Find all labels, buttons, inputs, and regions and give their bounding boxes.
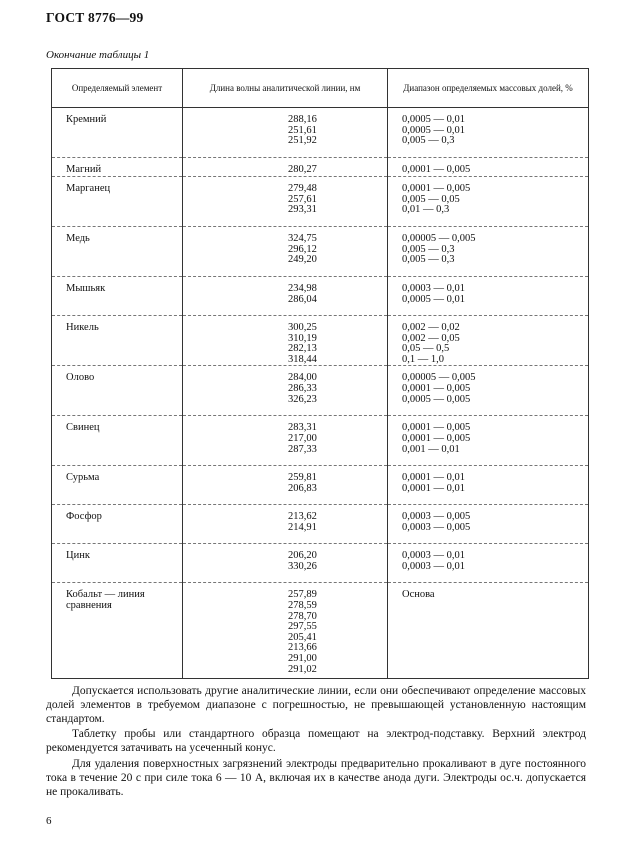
range-value: 0,0005 — 0,01 <box>402 293 465 305</box>
table-row <box>52 316 589 366</box>
table-row <box>52 158 589 177</box>
wavelength-value: 214,91 <box>288 521 317 533</box>
range-cell <box>388 158 589 177</box>
wavelength-value: 284,00 <box>288 372 317 384</box>
range-value: 0,0001 — 0,01 <box>402 482 465 494</box>
document-code: ГОСТ 8776—99 <box>46 10 144 25</box>
range-cell <box>388 583 589 679</box>
wavelength-cell <box>183 544 388 583</box>
range-value: 0,001 — 0,01 <box>402 443 460 455</box>
wavelength-value: 206,83 <box>288 482 317 494</box>
table-row <box>52 227 589 277</box>
range-cell <box>388 316 589 366</box>
wavelength-value: 324,75 <box>288 233 317 244</box>
wavelength-value: 296,12 <box>288 243 317 255</box>
wavelength-cell <box>183 416 388 466</box>
range-value: 0,0001 — 0,005 <box>402 183 471 194</box>
range-cell <box>388 505 589 544</box>
wavelength-value: 249,20 <box>288 254 317 266</box>
wavelength-value: 280,27 <box>288 164 317 175</box>
wavelength-value: 279,48 <box>288 183 317 194</box>
range-value: 0,0003 — 0,005 <box>402 511 471 523</box>
table-row <box>52 466 589 505</box>
range-value: 0,005 — 0,3 <box>402 254 455 266</box>
wavelength-value: 286,04 <box>288 293 317 305</box>
range-value: 0,0001 — 0,01 <box>402 472 465 484</box>
element-name: Сурьма <box>52 466 183 505</box>
column-header-wavelength: Длина волны аналитической линии, нм <box>183 69 388 108</box>
table-row <box>52 277 589 316</box>
table-header-row <box>52 69 589 108</box>
range-value: 0,002 — 0,05 <box>402 332 460 344</box>
wavelength-cell <box>183 316 388 366</box>
table-row <box>52 366 589 416</box>
range-cell <box>388 108 589 158</box>
range-cell <box>388 227 589 277</box>
wavelength-value: 282,13 <box>288 343 317 355</box>
range-value: 0,05 — 0,5 <box>402 343 450 355</box>
wavelength-cell <box>183 583 388 679</box>
table-row <box>52 583 589 679</box>
paragraph-electrode-cleaning: Для удаления поверхностных загрязнений электроды предварительно прокаливают в дуге постоянного тока в течение 20 с при силе тока 6 — 10 А, включая их в качестве анода дуги. Электроды ос.ч. допускается не прокаливать. <box>46 758 586 798</box>
wavelength-cell <box>183 177 388 227</box>
range-value: 0,0001 — 0,005 <box>402 164 471 175</box>
wavelength-value: 291,02 <box>288 663 317 675</box>
wavelength-value: 286,33 <box>288 382 317 394</box>
range-value: Основа <box>402 589 435 601</box>
wavelength-value: 217,00 <box>288 432 317 444</box>
element-name: Фосфор <box>52 505 183 544</box>
range-cell <box>388 416 589 466</box>
range-value: 0,005 — 0,3 <box>402 243 455 255</box>
wavelength-value: 251,61 <box>288 124 317 136</box>
elements-table <box>51 68 589 679</box>
range-value: 0,0003 — 0,01 <box>402 283 465 294</box>
wavelength-value: 293,31 <box>288 204 317 216</box>
element-name: Кремний <box>52 108 183 158</box>
wavelength-cell <box>183 366 388 416</box>
wavelength-value: 326,23 <box>288 393 317 405</box>
element-name: Кобальт — линия сравнения <box>52 583 183 679</box>
wavelength-value: 288,16 <box>288 114 317 125</box>
element-name: Свинец <box>52 416 183 466</box>
range-value: 0,1 — 1,0 <box>402 353 444 365</box>
range-value: 0,0001 — 0,005 <box>402 422 471 434</box>
element-name: Цинк <box>52 544 183 583</box>
table-row <box>52 108 589 158</box>
range-value: 0,005 — 0,3 <box>402 135 455 147</box>
range-value: 0,0001 — 0,005 <box>402 382 471 394</box>
wavelength-value: 287,33 <box>288 443 317 455</box>
wavelength-cell <box>183 108 388 158</box>
range-value: 0,00005 — 0,005 <box>402 233 476 244</box>
wavelength-value: 310,19 <box>288 332 317 344</box>
range-value: 0,005 — 0,05 <box>402 193 460 205</box>
table-row <box>52 177 589 227</box>
wavelength-value: 259,81 <box>288 472 317 484</box>
range-cell <box>388 177 589 227</box>
table-row <box>52 544 589 583</box>
wavelength-value: 206,20 <box>288 550 317 562</box>
wavelength-cell <box>183 158 388 177</box>
wavelength-value: 330,26 <box>288 560 317 572</box>
range-value: 0,01 — 0,3 <box>402 204 450 216</box>
paragraph-sample-tablet: Таблетку пробы или стандартного образца помещают на электрод-подставку. Верхний электрод рекомендуется затачивать на усеченный конус. <box>46 728 586 754</box>
range-cell <box>388 366 589 416</box>
wavelength-cell <box>183 277 388 316</box>
element-name: Марганец <box>52 177 183 227</box>
wavelength-value: 251,92 <box>288 135 317 147</box>
wavelength-value: 291,00 <box>288 652 317 664</box>
wavelength-value: 205,41 <box>288 631 317 643</box>
wavelength-value: 278,70 <box>288 610 317 622</box>
table-row <box>52 416 589 466</box>
wavelength-value: 257,61 <box>288 193 317 205</box>
wavelength-value: 297,55 <box>288 621 317 633</box>
range-value: 0,002 — 0,02 <box>402 322 460 333</box>
element-name: Олово <box>52 366 183 416</box>
wavelength-cell <box>183 466 388 505</box>
column-header-element: Определяемый элемент <box>52 69 183 108</box>
range-cell <box>388 277 589 316</box>
wavelength-cell <box>183 227 388 277</box>
range-value: 0,0003 — 0,01 <box>402 560 465 572</box>
wavelength-value: 257,89 <box>288 589 317 601</box>
range-value: 0,0005 — 0,005 <box>402 393 471 405</box>
table-caption: Окончание таблицы 1 <box>46 49 150 61</box>
element-name: Медь <box>52 227 183 277</box>
page-number: 6 <box>46 815 52 827</box>
element-name: Магний <box>52 158 183 177</box>
range-value: 0,0005 — 0,01 <box>402 114 465 125</box>
wavelength-value: 213,66 <box>288 642 317 654</box>
wavelength-value: 234,98 <box>288 283 317 294</box>
range-cell <box>388 544 589 583</box>
range-value: 0,00005 — 0,005 <box>402 372 476 384</box>
wavelength-cell <box>183 505 388 544</box>
wavelength-value: 283,31 <box>288 422 317 434</box>
column-header-range: Диапазон определяемых массовых долей, % <box>388 69 589 108</box>
paragraph-analytical-lines: Допускается использовать другие аналитические линии, если они обеспечивают определение массовых долей элементов в требуемом диапазоне с погрешностью, не превышающей установленную настоящим стандартом. <box>46 685 586 725</box>
wavelength-value: 318,44 <box>288 353 317 365</box>
element-name: Никель <box>52 316 183 366</box>
range-value: 0,0003 — 0,005 <box>402 521 471 533</box>
range-value: 0,0005 — 0,01 <box>402 124 465 136</box>
range-cell <box>388 466 589 505</box>
wavelength-value: 278,59 <box>288 599 317 611</box>
element-name: Мышьяк <box>52 277 183 316</box>
range-value: 0,0001 — 0,005 <box>402 432 471 444</box>
wavelength-value: 300,25 <box>288 322 317 333</box>
table-row <box>52 505 589 544</box>
wavelength-value: 213,62 <box>288 511 317 523</box>
range-value: 0,0003 — 0,01 <box>402 550 465 562</box>
